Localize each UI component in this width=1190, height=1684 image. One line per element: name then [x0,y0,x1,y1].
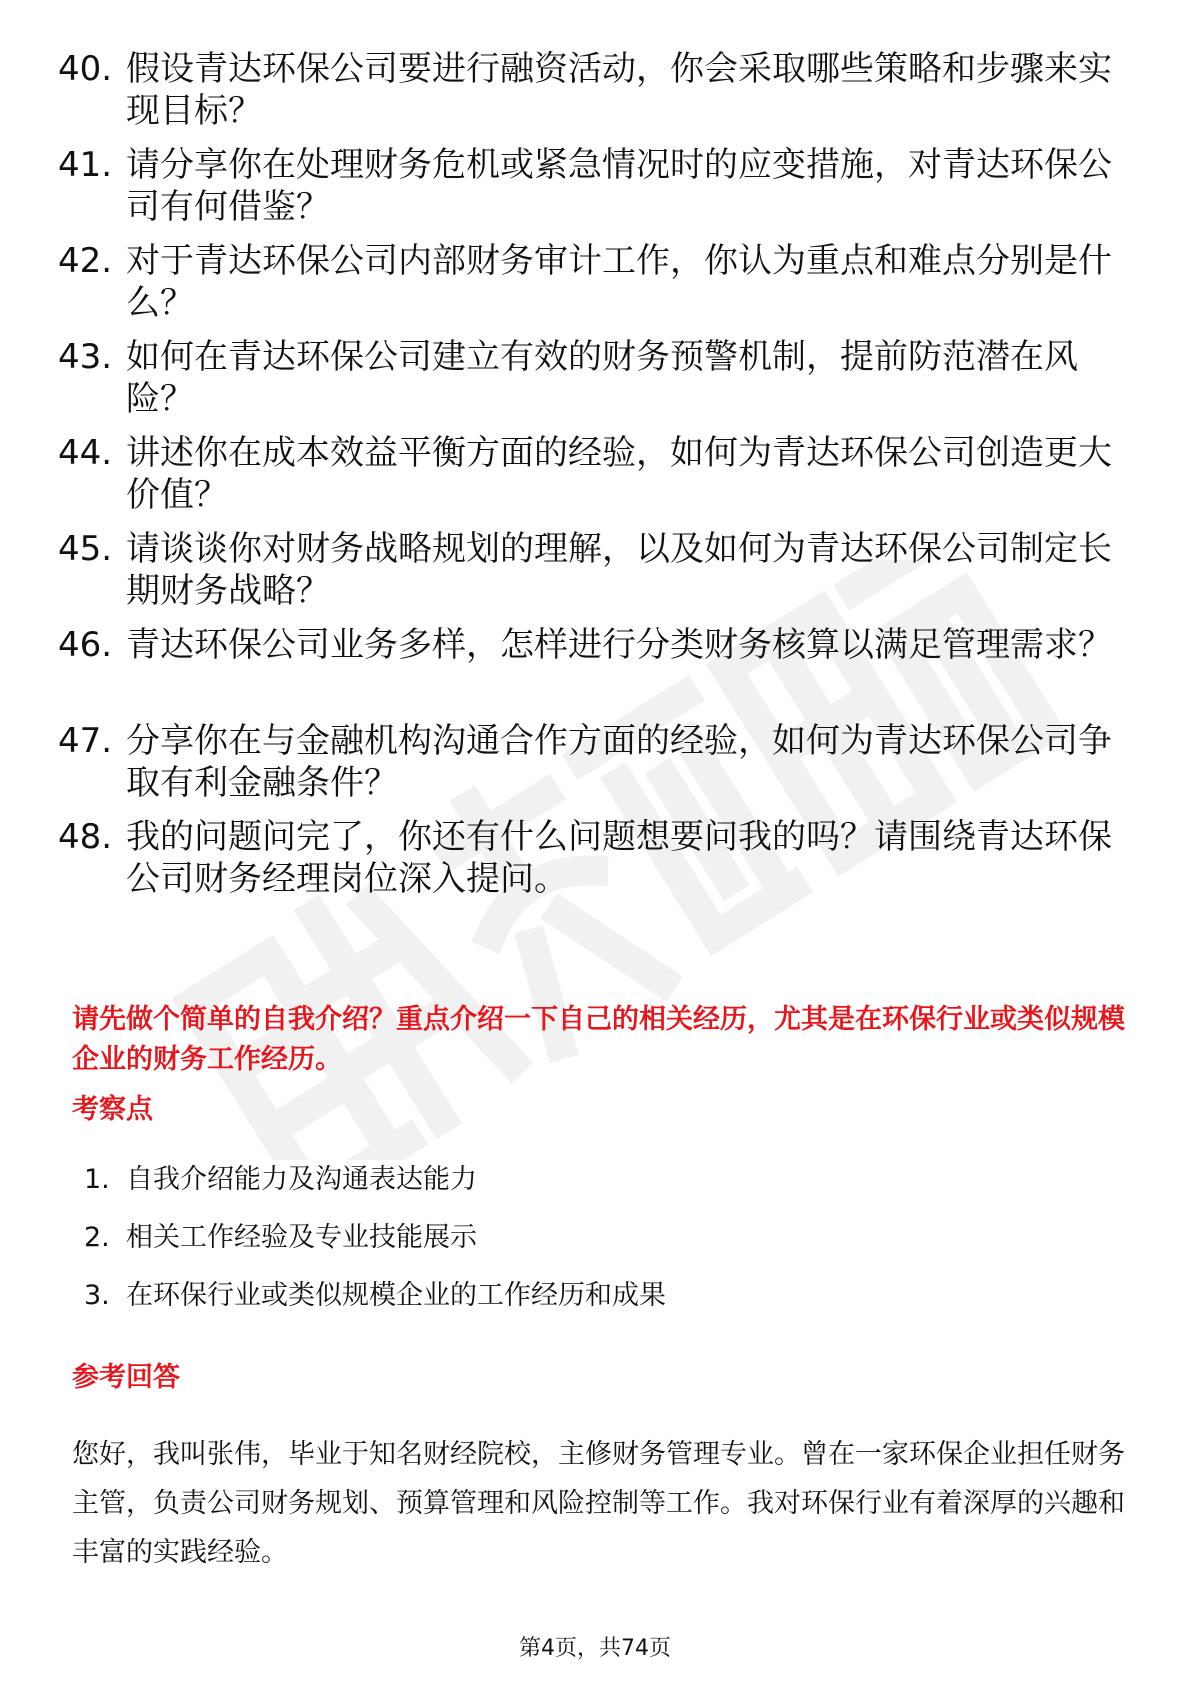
question-number: 40. [58,49,113,89]
points-heading: 考察点 [72,1094,153,1125]
question-text: 分享你在与金融机构沟通合作方面的经验，如何为青达环保公司争取有利金融条件？ [126,721,1112,803]
question-text: 如何在青达环保公司建立有效的财务预警机制，提前防范潜在风险？ [126,337,1078,419]
answer-heading: 参考回答 [72,1362,180,1393]
list-item-text: 在环保行业或类似规模企业的工作经历和成果 [126,1280,666,1311]
question-text: 假设青达环保公司要进行融资活动，你会采取哪些策略和步骤来实现目标？ [126,49,1112,131]
question-text: 对于青达环保公司内部财务审计工作，你认为重点和难点分别是什么？ [126,241,1112,323]
question-number: 48. [58,817,113,857]
list-item [84,1220,1084,1256]
list-item-text: 自我介绍能力及沟通表达能力 [126,1164,477,1195]
list-item-text: 相关工作经验及专业技能展示 [126,1222,477,1253]
question-item [58,816,1138,900]
question-number: 44. [58,433,113,473]
question-text: 讲述你在成本效益平衡方面的经验，如何为青达环保公司创造更大价值？ [126,433,1112,515]
list-item-number: 1. [84,1164,110,1195]
question-item [58,240,1138,324]
question-number: 41. [58,145,113,185]
question-item [58,720,1138,804]
question-text: 我的问题问完了，你还有什么问题想要问我的吗？请围绕青达环保公司财务经理岗位深入提问。 [126,817,1112,899]
answer-paragraph: 您好，我叫张伟，毕业于知名财经院校，主修财务管理专业。曾在一家环保企业担任财务主管，负责公司财务规划、预算管理和风险控制等工作。我对环保行业有着深厚的兴趣和丰富的实践经验。 [72,1439,1125,1568]
question-number: 45. [58,529,113,569]
question-item [58,144,1138,228]
question-number: 46. [58,625,113,665]
list-item-number: 3. [84,1280,110,1311]
question-number: 43. [58,337,113,377]
page-number: 第4页，共74页 [519,1636,671,1661]
question-text: 请谈谈你对财务战略规划的理解，以及如何为青达环保公司制定长期财务战略？ [126,529,1112,611]
question-item [58,48,1138,132]
list-item [84,1278,1084,1314]
question-number: 42. [58,241,113,281]
question-text: 青达环保公司业务多样，怎样进行分类财务核算以满足管理需求？ [126,625,1112,665]
list-item-number: 2. [84,1222,110,1253]
question-number: 47. [58,721,113,761]
question-item [58,528,1138,612]
question-text: 请分享你在处理财务危机或紧急情况时的应变措施，对青达环保公司有何借鉴？ [126,145,1112,227]
interview-question-heading: 请先做个简单的自我介绍？重点介绍一下自己的相关经历，尤其是在环保行业或类似规模企业的财务工作经历。 [72,1004,1125,1075]
question-item [58,624,1138,666]
list-item [84,1162,1084,1198]
question-item [58,336,1138,420]
question-item [58,432,1138,516]
